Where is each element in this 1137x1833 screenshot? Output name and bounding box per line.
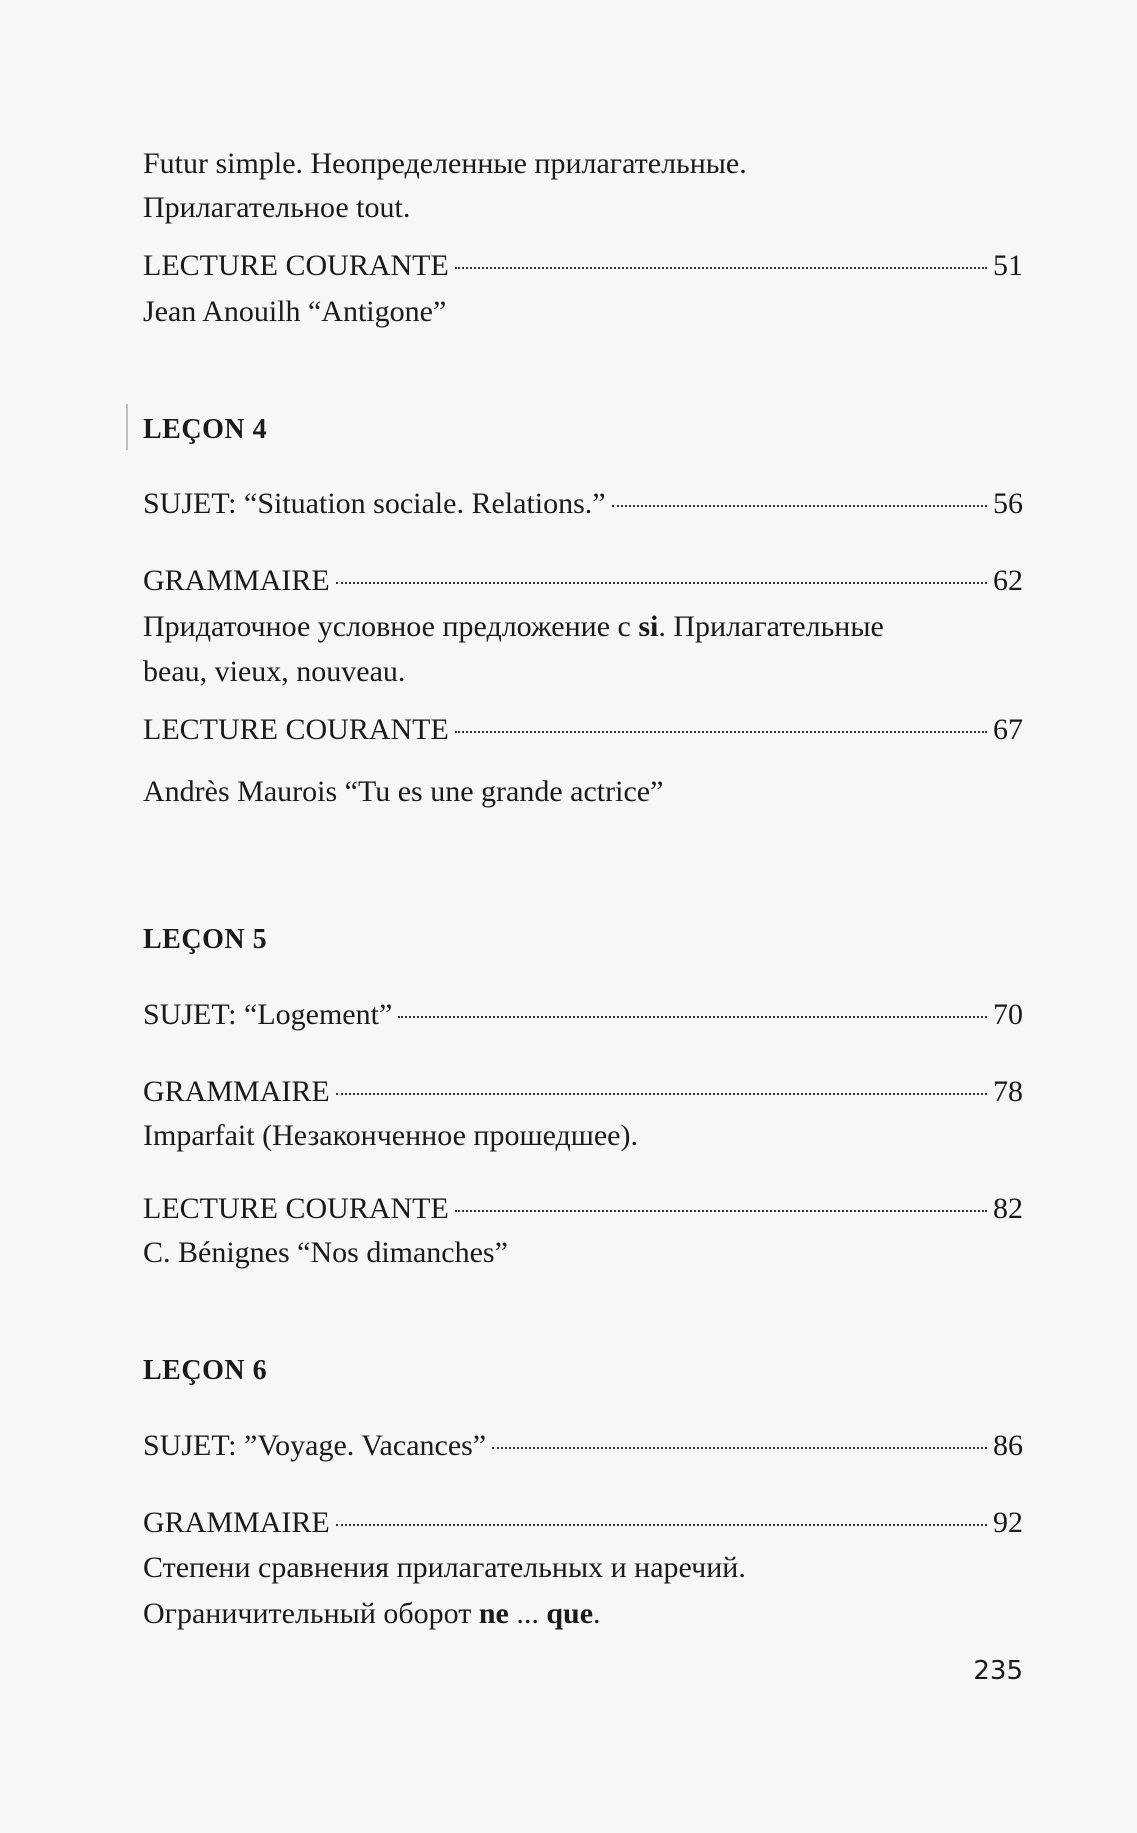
dot-leader (336, 582, 987, 584)
lecture-note-maurois: Andrès Maurois “Tu es une grande actrice” (143, 775, 664, 808)
grammaire-note-text: Ограничительный оборот (143, 1597, 479, 1630)
toc-entry-title: LECTURE COURANTE (143, 249, 449, 282)
dot-leader (455, 1210, 987, 1212)
grammaire-note-comparison: Степени сравнения прилагательных и наречий. (143, 1551, 746, 1584)
toc-entry-lecture-82[interactable] (143, 1191, 1023, 1227)
dot-leader (336, 1093, 987, 1095)
toc-entry-sujet-86[interactable] (143, 1428, 1023, 1464)
grammaire-note-bold: si (638, 610, 659, 643)
dot-leader (398, 1016, 987, 1018)
grammaire-note-imparfait: Imparfait (Незаконченное прошедшее). (143, 1119, 638, 1152)
intro-line-2: Прилагательное tout. (143, 191, 411, 224)
lesson-5-heading: LEÇON 5 (143, 924, 268, 955)
grammaire-note-adjectives: beau, vieux, nouveau. (143, 655, 406, 688)
toc-entry-lecture-67[interactable] (143, 712, 1023, 748)
toc-entry-title: SUJET: “Logement” (143, 998, 393, 1031)
toc-entry-title: LECTURE COURANTE (143, 713, 449, 746)
toc-entry-lecture-51[interactable] (143, 248, 1023, 284)
page-edge-mark (126, 404, 128, 450)
toc-entry-title: LECTURE COURANTE (143, 1192, 449, 1225)
toc-entry-page: 67 (993, 713, 1023, 746)
toc-entry-page: 78 (993, 1075, 1023, 1108)
grammaire-note-text: ... (508, 1597, 547, 1630)
lesson-4-heading: LEÇON 4 (143, 414, 268, 445)
toc-entry-page: 56 (993, 487, 1023, 520)
toc-entry-title: SUJET: “Situation sociale. Relations.” (143, 487, 606, 520)
grammaire-note-si (143, 609, 884, 645)
grammaire-note-text: . (593, 1597, 601, 1630)
lecture-note-benignes: C. Bénignes “Nos dimanches” (143, 1236, 508, 1269)
grammaire-note-bold: ne (478, 1597, 509, 1630)
toc-entry-page: 51 (993, 249, 1023, 282)
toc-entry-sujet-56[interactable] (143, 486, 1023, 522)
toc-entry-title: GRAMMAIRE (143, 1506, 330, 1539)
dot-leader (455, 267, 987, 269)
dot-leader (336, 1524, 987, 1526)
toc-entry-title: SUJET: ”Voyage. Vacances” (143, 1429, 487, 1462)
toc-entry-page: 70 (993, 998, 1023, 1031)
toc-entry-grammaire-78[interactable] (143, 1074, 1023, 1110)
dot-leader (492, 1447, 987, 1449)
toc-entry-sujet-70[interactable] (143, 997, 1023, 1033)
toc-entry-page: 92 (993, 1506, 1023, 1539)
toc-page (143, 0, 1023, 1833)
grammaire-note-bold: que (546, 1597, 594, 1630)
lesson-6-heading: LEÇON 6 (143, 1355, 268, 1386)
intro-line-1: Futur simple. Неопределенные прилагательные. (143, 147, 747, 180)
toc-entry-title: GRAMMAIRE (143, 564, 330, 597)
dot-leader (455, 731, 987, 733)
grammaire-note-ne-que (143, 1596, 601, 1632)
toc-entry-page: 82 (993, 1192, 1023, 1225)
grammaire-note-text: . Прилагательные (658, 610, 884, 643)
page-number: 235 (973, 1656, 1023, 1686)
dot-leader (612, 505, 987, 507)
toc-entry-title: GRAMMAIRE (143, 1075, 330, 1108)
grammaire-note-text: Придаточное условное предложение с (143, 610, 639, 643)
toc-entry-grammaire-62[interactable] (143, 563, 1023, 599)
lecture-note-anouilh: Jean Anouilh “Antigone” (143, 295, 447, 328)
toc-entry-page: 62 (993, 564, 1023, 597)
toc-entry-page: 86 (993, 1429, 1023, 1462)
toc-entry-grammaire-92[interactable] (143, 1505, 1023, 1541)
